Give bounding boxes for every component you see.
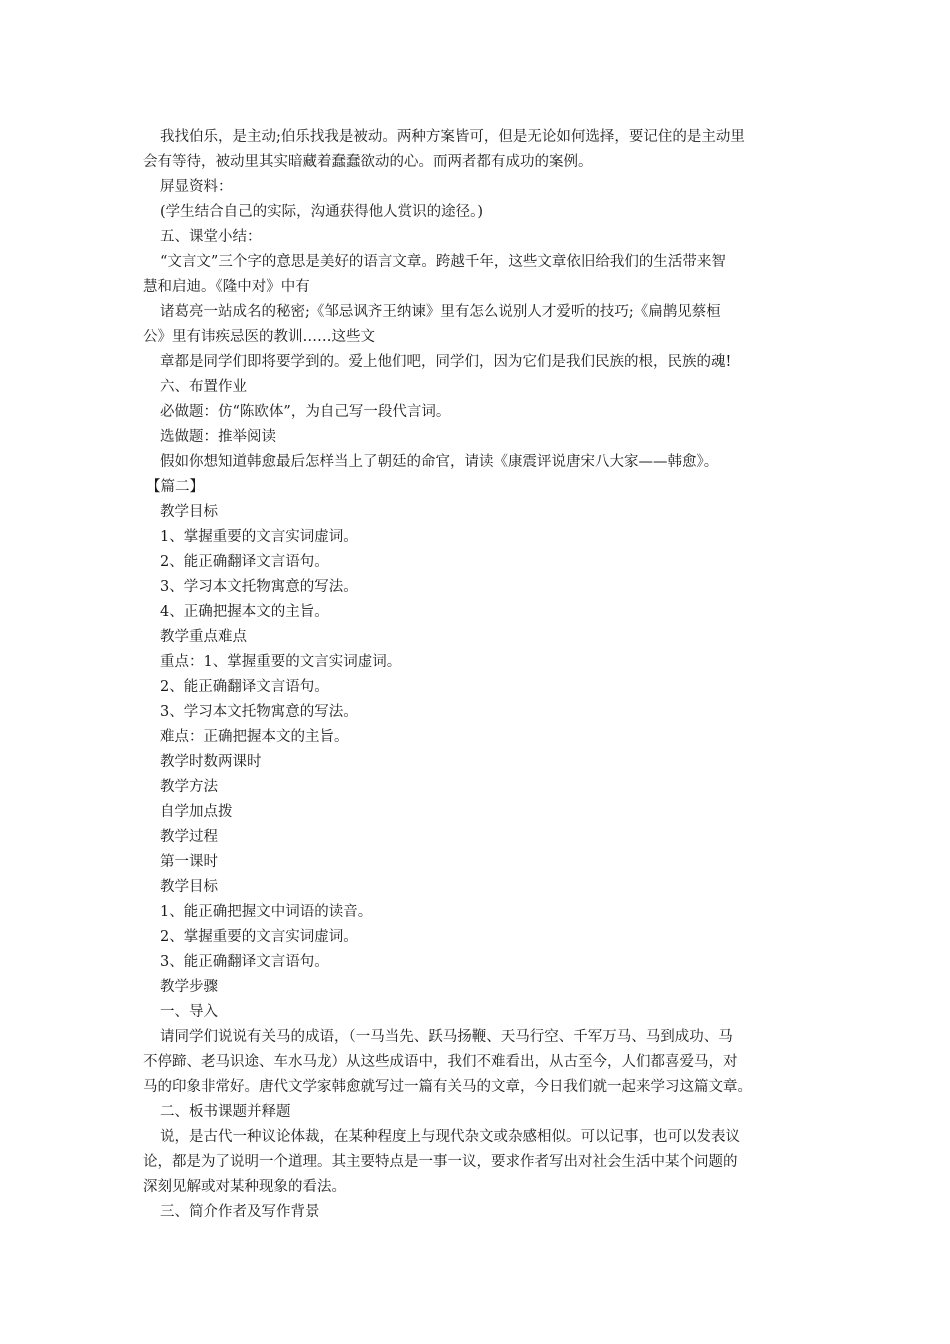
text-line: 请同学们说说有关马的成语，（一马当先、跃马扬鞭、天马行空、千军万马、马到成功、马 [160,1029,733,1045]
text-line: 屏显资料： [160,179,233,195]
text-line: 选做题：推举阅读 [160,429,276,445]
section-heading: 二、板书课题并释题 [160,1104,291,1120]
list-item: 1、能正确把握文中词语的读音。 [160,904,373,920]
list-item: 重点：1、掌握重要的文言实词虚词。 [160,654,402,670]
list-item: 2、掌握重要的文言实词虚词。 [160,929,358,945]
section-heading: 教学方法 [160,779,218,795]
section-heading: 教学过程 [160,829,218,845]
section-heading: 教学目标 [160,504,218,520]
text-line: 论，都是为了说明一个道理。其主要特点是一事一议，要求作者写出对社会生活中某个问题的 [143,1154,738,1170]
text-line: 诸葛亮一站成名的秘密;《邹忌讽齐王纳谏》里有怎么说别人才爱听的技巧;《扁鹊见蔡桓 [160,304,721,320]
text-line: 假如你想知道韩愈最后怎样当上了朝廷的命官，请读《康震评说唐宋八大家——韩愈》。 [160,454,719,470]
section-heading: 教学目标 [160,879,218,895]
text-line: 慧和启迪。《隆中对》中有 [143,279,310,295]
text-line: 会有等待，被动里其实暗藏着蠢蠢欲动的心。而两者都有成功的案例。 [143,154,593,170]
text-line: 说，是古代一种议论体裁，在某种程度上与现代杂文或杂感相似。可以记事，也可以发表议 [160,1129,740,1145]
text-line: 章都是同学们即将要学到的。爱上他们吧，同学们，因为它们是我们民族的根，民族的魂! [160,354,732,370]
list-item: 3、学习本文托物寓意的写法。 [160,579,358,595]
text-line: 我找伯乐，是主动;伯乐找我是被动。两种方案皆可，但是无论如何选择，要记住的是主动里 [160,129,745,145]
text-line: 马的印象非常好。唐代文学家韩愈就写过一篇有关马的文章，今日我们就一起来学习这篇文章。 [143,1079,752,1095]
section-heading: 第一课时 [160,854,218,870]
section-heading: 教学步骤 [160,979,218,995]
list-item: 3、能正确翻译文言语句。 [160,954,329,970]
list-item: 2、能正确翻译文言语句。 [160,554,329,570]
section-heading: 六、布置作业 [160,379,247,395]
text-line: 公》里有讳疾忌医的教训……这些文 [143,329,375,345]
section-heading: 教学重点难点 [160,629,247,645]
section-heading: 五、课堂小结： [160,229,262,245]
text-line: 深刻见解或对某种现象的看法。 [143,1179,346,1195]
text-line: 不停蹄、老马识途、车水马龙）从这些成语中，我们不难看出，从古至今，人们都喜爱马，对 [143,1054,738,1070]
section-heading: 一、导入 [160,1004,218,1020]
section-heading: 教学时数两课时 [160,754,262,770]
text-line: (学生结合自己的实际，沟通获得他人赏识的途径。) [160,204,484,220]
list-item: 3、学习本文托物寓意的写法。 [160,704,358,720]
section-heading: 【篇二】 [146,479,204,495]
text-line: 必做题：仿“陈欧体”，为自己写一段代言词。 [160,404,451,420]
section-heading: 三、简介作者及写作背景 [160,1204,320,1220]
list-item: 2、能正确翻译文言语句。 [160,679,329,695]
text-line: “文言文”三个字的意思是美好的语言文章。跨越千年，这些文章依旧给我们的生活带来智 [160,254,726,270]
text-line: 自学加点拨 [160,804,233,820]
text-line: 难点：正确把握本文的主旨。 [160,729,349,745]
list-item: 1、掌握重要的文言实词虚词。 [160,529,358,545]
list-item: 4、正确把握本文的主旨。 [160,604,329,620]
